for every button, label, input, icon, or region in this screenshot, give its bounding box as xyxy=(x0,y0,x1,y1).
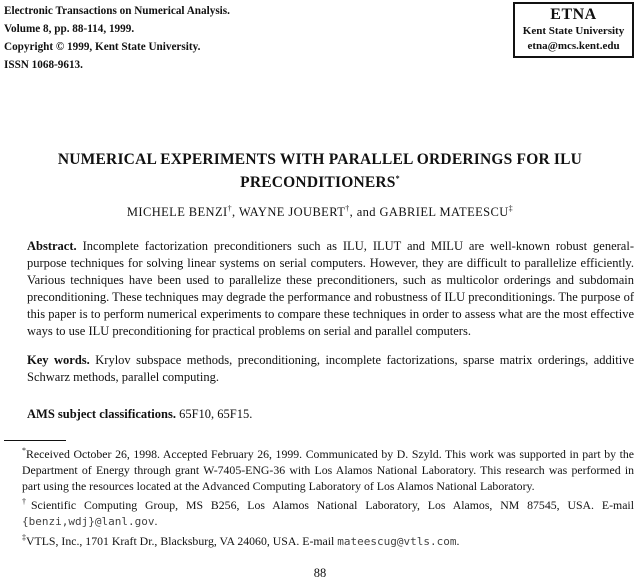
footnote-email: {benzi,wdj}@lanl.gov xyxy=(22,514,155,528)
footnote-text: Received October 26, 1998. Accepted February 26, 1999. Communicated by D. Szyld. This work was supported in part by the Department of Energy through grant W-7405-ENG-36 with Los Alamos National Laboratory. This research was performed in part using the resources located at the Advanced Computing Laboratory of Los Alamos National Laboratory. xyxy=(22,446,634,493)
author-separator: , and xyxy=(349,205,380,220)
ams-classification xyxy=(4,406,634,423)
etna-title: ETNA xyxy=(550,6,597,23)
author-mark: † xyxy=(345,204,350,213)
paper-title xyxy=(30,150,610,192)
footnote-email: mateescug@vtls.com xyxy=(337,534,457,548)
paper-title-text: NUMERICAL EXPERIMENTS WITH PARALLEL ORDERINGS FOR ILU PRECONDITIONERS xyxy=(57,151,583,192)
page-number: 88 xyxy=(313,566,327,580)
abstract-label: Abstract. xyxy=(27,239,77,253)
ams-text: 65F10, 65F15. xyxy=(179,407,253,421)
etna-box xyxy=(513,2,634,58)
author-name: GABRIEL MATEESCU xyxy=(379,205,509,220)
footnote-mark: † xyxy=(22,496,31,506)
author-name: WAYNE JOUBERT xyxy=(238,205,346,220)
abstract-text: Incomplete factorization preconditioners such as ILU, ILUT and MILU are well-known robust general-purpose techniques for solving linear systems on serial computers. However, they are difficult to parallelize efficiently. Various techniques have been used to parallelize these preconditioners, such as multicolor orderings and subdomain preconditioning. These techniques may degrade the performance and robustness of ILU preconditionings. The purpose of this paper is to perform numerical experiments to compare these techniques in order to assess what are the most effective ways to use ILU preconditioning for practical problems on serial and parallel computers. xyxy=(27,239,635,338)
author-mark: ‡ xyxy=(508,204,514,213)
journal-header xyxy=(4,2,230,74)
title-footnote-mark: * xyxy=(395,174,400,183)
footnote-mark: * xyxy=(22,446,26,455)
keywords-text: Krylov subspace methods, preconditioning, incomplete factorizations, sparse matrix orderings, additive Schwarz methods, parallel computing. xyxy=(27,353,634,384)
volume-info: Volume 8, pp. 88-114, 1999. xyxy=(4,23,135,35)
footnotes xyxy=(4,443,634,550)
footnote-end: . xyxy=(154,513,158,528)
keywords-label: Key words. xyxy=(27,353,90,367)
author-name: MICHELE BENZI xyxy=(126,205,228,220)
issn-line: ISSN 1068-9613. xyxy=(4,59,83,71)
author-separator: , xyxy=(231,205,239,220)
copyright-line: Copyright © 1999, Kent State University. xyxy=(4,41,201,53)
ams-label: AMS subject classifications. xyxy=(27,407,176,421)
footnote-mark: ‡ xyxy=(22,532,26,542)
footnote-text: Scientific Computing Group, MS B256, Los Alamos National Laboratory, Los Alamos, NM 87545, USA. E-mail xyxy=(30,497,634,512)
author-list xyxy=(0,204,640,220)
journal-name: Electronic Transactions on Numerical Analysis. xyxy=(4,5,230,17)
footnote-divider xyxy=(4,440,66,441)
etna-email: etna@mcs.kent.edu xyxy=(527,40,620,52)
keywords xyxy=(4,352,634,386)
author-mark: † xyxy=(227,204,232,213)
etna-institution: Kent State University xyxy=(522,25,625,37)
footnote-received xyxy=(4,443,634,494)
footnote-lanl xyxy=(4,494,634,530)
footnote-vtls xyxy=(4,530,634,550)
footnote-text: VTLS, Inc., 1701 Kraft Dr., Blacksburg, VA 24060, USA. E-mail xyxy=(26,533,338,548)
footnote-end: . xyxy=(456,533,460,548)
abstract xyxy=(4,238,634,340)
